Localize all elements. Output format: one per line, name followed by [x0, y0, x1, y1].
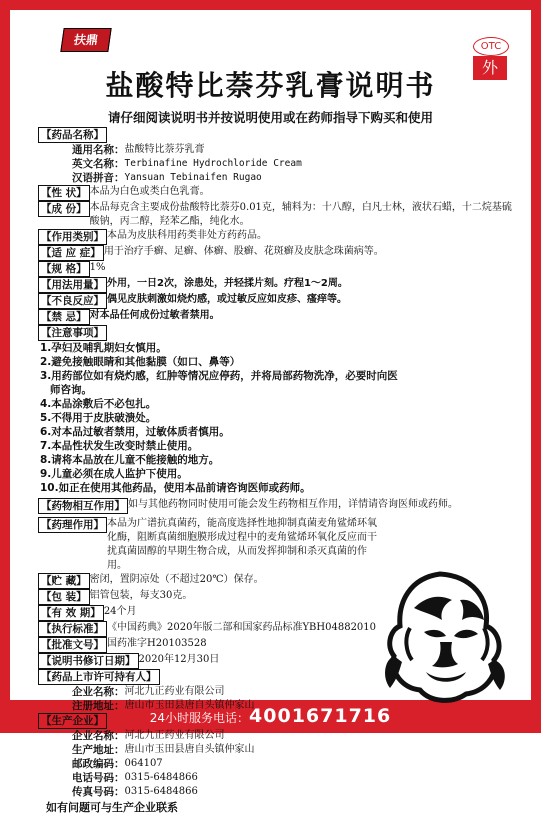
pinyin-name-row: 汉语拼音： Yansuan Tebinaifen Rugao	[38, 171, 518, 185]
revision-value: 2020年12月30日	[138, 654, 220, 665]
common-name-value: 盐酸特比萘芬乳膏	[124, 144, 205, 155]
brand-logo: 扶鼎	[60, 28, 111, 52]
frame-top-border	[0, 0, 541, 10]
pharmacology-value: 本品为广谱抗真菌药，能高度选择性地抑制真菌麦角鲨烯环氧化酶，阻断真菌细胞膜形成过程中的麦角鲨烯环氧化反应而干扰真菌固醇的早期生物合成，从而发挥抑制和杀灭真菌的作用。	[107, 518, 377, 571]
pinyin-name-value: Yansuan Tebinaifen Rugao	[124, 172, 262, 183]
list-item: 2.避免接触眼睛和其他黏膜（如口、鼻等）	[40, 356, 241, 368]
list-item: 5.不得用于皮肤破溃处。	[40, 412, 157, 424]
list-item: 师咨询。	[50, 384, 92, 396]
drug-name-label: 【药品名称】	[38, 127, 107, 143]
hotline-number: 4001671716	[249, 705, 392, 727]
list-item: 10.如正在使用其他药品，使用本品前请咨询医师或药师。	[40, 482, 311, 494]
hotline-banner	[0, 700, 541, 733]
properties-row: 【性 状】 本品为白色或类白色乳膏。	[38, 185, 518, 201]
usage-value: 外用，一日2次，涂患处，并轻揉片刻。疗程1～2周。	[107, 278, 348, 289]
mah-name-row: 企业名称： 河北九正药业有限公司	[38, 685, 518, 699]
list-item: 9.儿童必须在成人监护下使用。	[40, 468, 188, 480]
manufacturer-phone-value: 0315-6484866	[124, 772, 198, 783]
indications-value: 用于治疗手癣、足癣、体癣、股癣、花斑癣及皮肤念珠菌病等。	[103, 246, 384, 257]
spec-value: 1%	[89, 262, 106, 273]
manufacturer-name-row: 企业名称： 河北九正药业有限公司	[38, 729, 518, 743]
storage-value: 密闭，置阴凉处（不超过20℃）保存。	[89, 574, 264, 585]
manufacturer-fax-row: 传真号码： 0315-6484866	[38, 785, 518, 799]
adverse-row: 【不良反应】 偶见皮肤刺激如烧灼感，或过敏反应如皮疹、瘙痒等。	[38, 293, 518, 309]
manufacturer-address-value: 唐山市玉田县唐自头镇仲家山	[124, 744, 255, 755]
manufacturer-address-row: 生产地址： 唐山市玉田县唐自头镇仲家山	[38, 743, 518, 757]
manufacturer-zip-value: 064107	[124, 758, 163, 769]
properties-value: 本品为白色或类白色乳膏。	[89, 186, 210, 197]
otc-badge: OTC	[473, 37, 509, 56]
category-row: 【作用类别】 本品为皮肤科用药类非处方药药品。	[38, 229, 518, 245]
contra-row: 【禁 忌】 对本品任何成份过敏者禁用。	[38, 309, 518, 325]
precautions-list	[38, 341, 518, 495]
otc-class-badge: 外	[473, 56, 507, 80]
spec-row: 【规 格】 1%	[38, 261, 518, 277]
manufacturer-name-value: 河北九正药业有限公司	[124, 730, 225, 741]
approval-value: 国药准字H20103528	[107, 638, 207, 649]
manufacturer-fax-value: 0315-6484866	[124, 786, 198, 797]
storage-row: 【贮 藏】 密闭，置阴凉处（不超过20℃）保存。	[38, 573, 518, 589]
page-subtitle: 请仔细阅读说明书并按说明使用或在药师指导下购买和使用	[107, 110, 433, 125]
contact-note: 如有问题可与生产企业联系	[46, 801, 178, 814]
page-title: 盐酸特比萘芬乳膏说明书	[105, 69, 436, 102]
english-name-row: 英文名称： Terbinafine Hydrochloride Cream	[38, 157, 518, 171]
category-value: 本品为皮肤科用药类非处方药药品。	[107, 230, 267, 241]
contra-value: 对本品任何成份过敏者禁用。	[89, 310, 220, 321]
manufacturer-phone-row: 电话号码： 0315-6484866	[38, 771, 518, 785]
package-row: 【包 装】 铝管包装，每支30克。	[38, 589, 518, 605]
manufacturer-section: 【生产企业】	[38, 713, 518, 729]
usage-row: 【用法用量】 外用，一日2次，涂患处，并轻揉片刻。疗程1～2周。	[38, 277, 518, 293]
approval-row: 【批准文号】 国药准字H20103528	[38, 637, 518, 653]
ingredients-value: 本品每克含主要成份盐酸特比萘芬0.01克，辅料为：十八醇，白凡士林，液状石蜡，十二烷基硫酸钠，丙二醇，羟苯乙酯，纯化水。	[89, 202, 512, 227]
validity-row: 【有 效 期】 24个月	[38, 605, 518, 621]
list-item: 8.请将本品放在儿童不能接触的地方。	[40, 454, 220, 466]
interactions-value: 如与其他药物同时使用可能会发生药物相互作用，详情请咨询医师或药师。	[128, 499, 458, 510]
list-item: 4.本品涂敷后不必包扎。	[40, 398, 157, 410]
manufacturer-zip-row: 邮政编码： 064107	[38, 757, 518, 771]
pharmacology-row: 【药理作用】 本品为广谱抗真菌药，能高度选择性地抑制真菌麦角鲨烯环氧化酶，阻断真菌细胞膜形成过程中的麦角鲨烯环氧化反应而干扰真菌固醇的早期生物合成，从而发挥抑制和杀灭真菌的作用。	[38, 517, 383, 573]
list-item: 3.用药部位如有烧灼感，红肿等情况应停药，并将局部药物洗净，必要时向医	[40, 370, 398, 382]
mah-name-value: 河北九正药业有限公司	[124, 686, 225, 697]
validity-value: 24个月	[103, 606, 137, 617]
interactions-row: 【药物相互作用】 如与其他药物同时使用可能会发生药物相互作用，详情请咨询医师或药师。	[38, 498, 518, 514]
list-item: 7.本品性状发生改变时禁止使用。	[40, 440, 199, 452]
package-value: 铝管包装，每支30克。	[89, 590, 193, 601]
mah-address-value: 唐山市玉田县唐自头镇仲家山	[124, 700, 255, 711]
list-item: 1.孕妇及哺乳期妇女慎用。	[40, 342, 167, 354]
ingredients-row: 【成 份】 本品每克含主要成份盐酸特比萘芬0.01克，辅料为：十八醇，白凡士林，液状石蜡，十二烷基硫酸钠，丙二醇，羟苯乙酯，纯化水。	[38, 201, 518, 229]
mah-address-row: 注册地址： 唐山市玉田县唐自头镇仲家山	[38, 699, 518, 713]
common-name-row: 通用名称： 盐酸特比萘芬乳膏	[38, 143, 518, 157]
revision-row: 【说明书修订日期】 2020年12月30日	[38, 653, 518, 669]
english-name-value: Terbinafine Hydrochloride Cream	[124, 158, 302, 169]
precautions-section: 【注意事项】	[38, 325, 518, 341]
hotline-label: 24小时服务电话：	[149, 711, 250, 725]
drug-name-section	[38, 127, 518, 143]
list-item: 6.对本品过敏者禁用，过敏体质者慎用。	[40, 426, 230, 438]
standard-value: 《中国药典》2020年版二部和国家药品标准YBH04882010	[107, 622, 377, 633]
standard-row: 【执行标准】 《中国药典》2020年版二部和国家药品标准YBH04882010	[38, 621, 518, 637]
adverse-value: 偶见皮肤刺激如烧灼感，或过敏反应如皮疹、瘙痒等。	[107, 294, 347, 305]
indications-row: 【适 应 症】 用于治疗手癣、足癣、体癣、股癣、花斑癣及皮肤念珠菌病等。	[38, 245, 518, 261]
mah-section: 【药品上市许可持有人】	[38, 669, 518, 685]
